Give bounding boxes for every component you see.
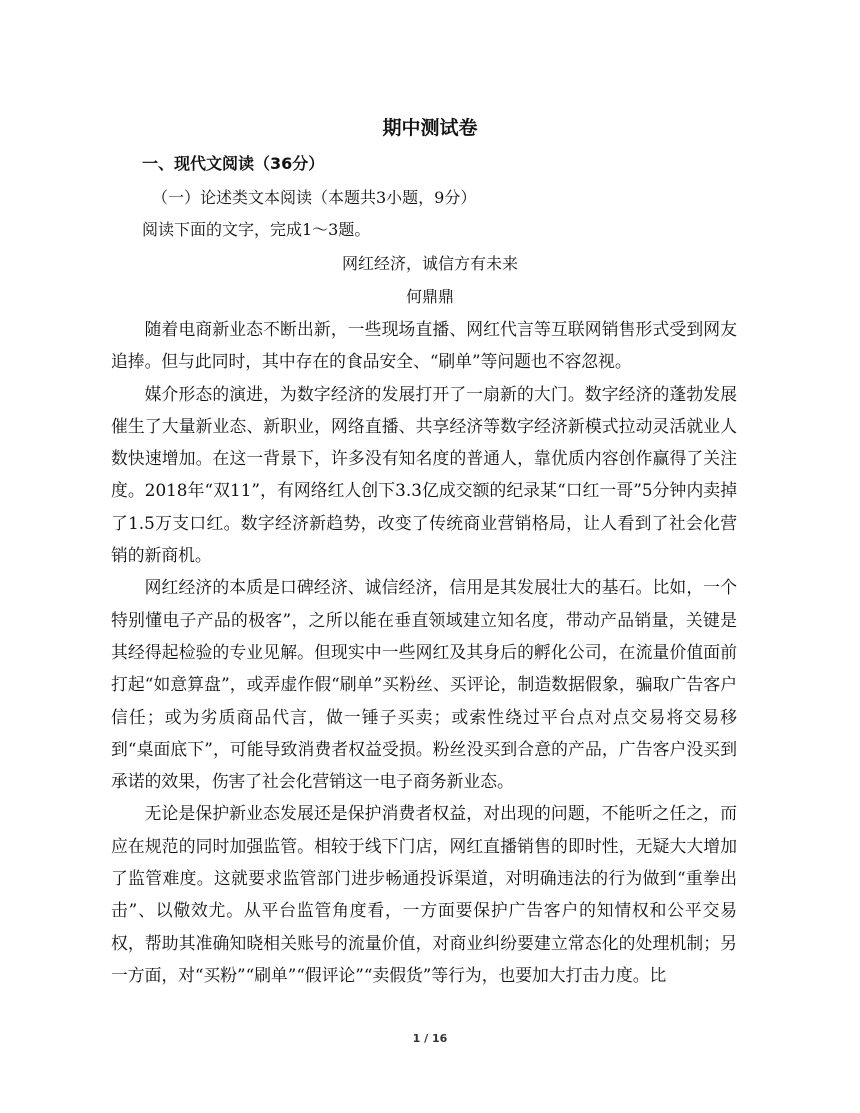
subsection-heading: （一）论述类文本阅读（本题共3小题，9分） bbox=[152, 188, 477, 207]
page-number: 1 / 16 bbox=[412, 1032, 448, 1045]
section-heading: 一、现代文阅读（36分） bbox=[142, 154, 325, 173]
article-title: 网红经济，诚信方有未来 bbox=[341, 254, 518, 273]
article-author: 何鼎鼎 bbox=[405, 287, 454, 306]
paragraph: 媒介形态的演进，为数字经济的发展打开了一扇新的大门。数字经济的蓬勃发展催生了大量新业态、新职业，网络直播、共享经济等数字经济新模式拉动灵活就业人数快速增加。在这一背景下，许多没有知名度的普通人，靠优质内容创作赢得了关注度。2018年“双11”，有网络红人创下3.3亿成交额的纪录某“口红一哥”5分钟内卖掉了1.5万支口红。数字经济新趋势，改变了传统商业营销格局，让人看到了社会化营销的新商机。 bbox=[111, 383, 737, 566]
article-body bbox=[111, 313, 737, 991]
paragraph: 随着电商新业态不断出新，一些现场直播、网红代言等互联网销售形式受到网友追捧。但与此同时，其中存在的食品安全、“刷单”等问题也不容忽视。 bbox=[111, 319, 737, 372]
reading-instruction: 阅读下面的文字，完成1～3题。 bbox=[142, 220, 371, 239]
paragraph: 网红经济的本质是口碑经济、诚信经济，信用是其发展壮大的基石。比如，一个特别懂电子产品的极客”，之所以能在垂直领域建立知名度，带动产品销量，关键是其经得起检验的专业见解。但现实中一些网红及其身后的孵化公司，在流量价值面前打起“如意算盘”，或弄虚作假“刷单”买粉丝、买评论，制造数据假象，骗取广告客户信任；或为劣质商品代言，做一锤子买卖；或索性绕过平台点对点交易将交易移到“桌面底下”，可能导致消费者权益受损。粉丝没买到合意的产品，广告客户没买到承诺的效果，伤害了社会化营销这一电子商务新业态。 bbox=[111, 577, 737, 792]
paragraph: 无论是保护新业态发展还是保护消费者权益，对出现的问题，不能听之任之，而应在规范的同时加强监管。相较于线下门店，网红直播销售的即时性，无疑大大增加了监管难度。这就要求监管部门进步畅通投诉渠道，对明确违法的行为做到“重拳出击”、以儆效尤。从平台监管角度看，一方面要保护广告客户的知情权和公平交易权，帮助其准确知晓相关账号的流量价值，对商业纠纷要建立常态化的处理机制；另一方面，对“买粉”“刷单”“假评论”“卖假货”等行为，也要加大打击力度。比 bbox=[111, 803, 737, 985]
exam-title: 期中测试卷 bbox=[382, 117, 478, 139]
